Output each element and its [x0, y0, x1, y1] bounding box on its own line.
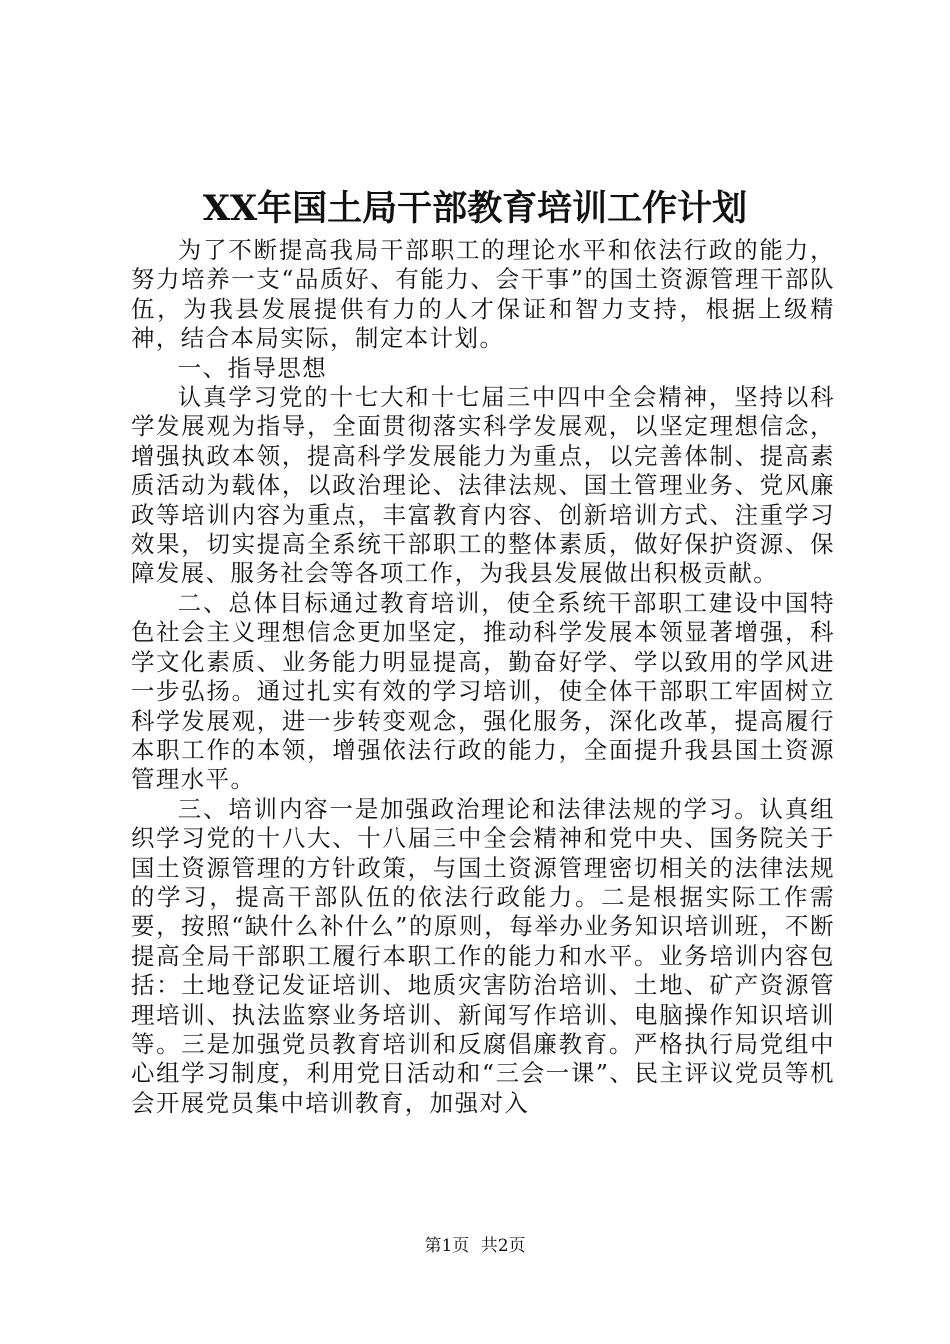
- page-total: 共2页: [480, 1236, 526, 1256]
- paragraph-intro: 为了不断提高我局干部职工的理论水平和依法行政的能力，努力培养一支“品质好、有能力、会干事”的国土资源管理干部队伍，为我县发展提供有力的人才保证和智力支持，根据上级精神，结合本局实际，制定本计划。: [131, 236, 835, 353]
- page-number: 第1页: [424, 1236, 470, 1256]
- document-title: XX年国土局干部教育培训工作计划: [202, 188, 748, 229]
- document-body: [131, 236, 835, 1118]
- section-heading-guiding-thought: 一、指导思想: [177, 353, 328, 382]
- paragraph-overall-goal: 二、总体目标通过教育培训，使全系统干部职工建设中国特色社会主义理想信念更加坚定，推动科学发展本领显著增强，科学文化素质、业务能力明显提高，勤奋好学、学以致用的学风进一步弘扬。通过扎实有效的学习培训，使全体干部职工牢固树立科学发展观，进一步转变观念，强化服务，深化改革，提高履行本职工作的本领，增强依法行政的能力，全面提升我县国土资源管理水平。: [131, 588, 835, 794]
- paragraph-guiding-thought: 认真学习党的十七大和十七届三中四中全会精神，坚持以科学发展观为指导，全面贯彻落实科学发展观，以坚定理想信念，增强执政本领，提高科学发展能力为重点，以完善体制、提高素质活动为载体，以政治理论、法律法规、国土管理业务、党风廉政等培训内容为重点，丰富教育内容、创新培训方式、注重学习效果，切实提高全系统干部职工的整体素质，做好保护资源、保障发展、服务社会等各项工作，为我县发展做出积极贡献。: [131, 383, 835, 588]
- page-footer: [0, 1234, 950, 1258]
- paragraph-training-content: 三、培训内容一是加强政治理论和法律法规的学习。认真组织学习党的十八大、十八届三中全会精神和党中央、国务院关于国土资源管理的方针政策，与国土资源管理密切相关的法律法规的学习，提高干部队伍的依法行政能力。二是根据实际工作需要，按照“缺什么补什么”的原则，每举办业务知识培训班，不断提高全局干部职工履行本职工作的能力和水平。业务培训内容包括：土地登记发证培训、地质灾害防治培训、土地、矿产资源管理培训、执法监察业务培训、新闻写作培训、电脑操作知识培训等。三是加强党员教育培训和反腐倡廉教育。严格执行局党组中心组学习制度，利用党日活动和“三会一课”、民主评议党员等机会开展党员集中培训教育，加强对入: [131, 794, 835, 1117]
